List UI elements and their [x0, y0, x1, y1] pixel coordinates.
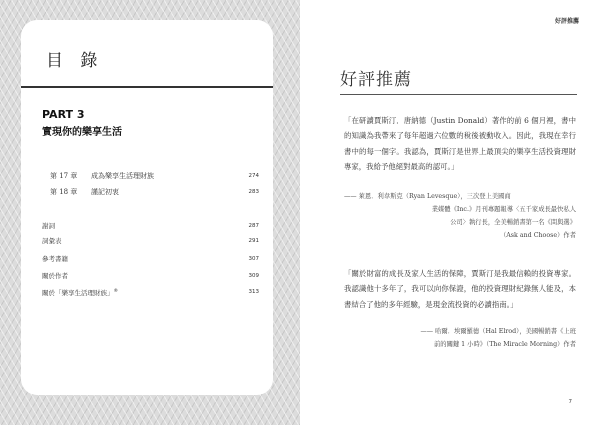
entry-label: 關於作者	[42, 272, 68, 280]
endorsement-attribution-2: —— 哈爾．埃爾羅德（Hal Elrod），美國暢銷書《上班 前的關鍵 1 小時》（The Miracle Morning）作者	[420, 328, 576, 348]
entry-label: 關於「樂享生活理財族」®	[42, 289, 118, 298]
toc-title: 目 錄	[46, 51, 104, 71]
entry-label: 參考書籍	[42, 255, 68, 263]
endorsement-quote-2: 「關於財富的成長及家人生活的保障，賈斯汀是我最信賴的投資專家。我認識他十多年了，我可以向你保證，他的投資理財紀錄無人能及，本書結合了他的多年經驗，是現金流投資的必讀指南。」	[344, 269, 576, 309]
entry-label: 詞彙表	[42, 237, 62, 245]
toc-entry-references[interactable]	[42, 253, 259, 265]
toc-divider	[21, 86, 273, 88]
entry-page: 307	[248, 256, 259, 262]
toc-entry-glossary[interactable]	[42, 235, 259, 247]
running-head: 好評推薦	[554, 18, 579, 25]
toc-card	[21, 20, 273, 395]
right-page	[300, 0, 600, 425]
toc-chapter-17[interactable]	[42, 170, 259, 182]
toc-entry-about-community[interactable]	[42, 286, 259, 298]
chapter-title: 成為樂享生活理財族	[91, 172, 154, 180]
part-label: PART 3	[42, 108, 85, 121]
chapter-title: 謹記初衷	[91, 188, 119, 196]
entry-page: 291	[248, 238, 259, 244]
section-title: 好評推薦	[340, 70, 412, 90]
page-number: 7	[568, 399, 572, 405]
toc-chapter-18[interactable]	[42, 186, 259, 198]
endorsement-attribution-1: —— 萊恩．利韋斯克（Ryan Levesque），三次登上美國商 業媒體《Inc.》月刊專題報導〈五千家成長最快私人 公司〉執行長，全美暢銷書第一名《問與選》 （Ask and Choose）作者	[344, 193, 576, 239]
part-title: 實現你的樂享生活	[42, 127, 122, 138]
entry-page: 313	[248, 289, 259, 295]
toc-entry-acknowledgements[interactable]	[42, 220, 259, 232]
toc-entry-about-author[interactable]	[42, 270, 259, 282]
chapter-number: 第 17 章	[50, 172, 78, 180]
chapter-page: 283	[248, 189, 259, 195]
section-divider	[340, 94, 577, 95]
endorsement-quote-1: 「在研讀賈斯汀．唐納德（Justin Donald）著作的前 6 個月裡，書中的知識為我帶來了每年超過六位數的稅後被動收入。因此，我現在幸行書中的每一個字。我認為，賈斯汀是世界上最頂尖的樂享生活投資理財專家，我給予他絕對最高的認可。」	[344, 116, 576, 171]
chapter-page: 274	[248, 173, 259, 179]
entry-page: 287	[248, 223, 259, 229]
entry-page: 309	[248, 273, 259, 279]
chapter-number: 第 18 章	[50, 188, 78, 196]
entry-label: 謝詞	[42, 222, 55, 230]
registered-mark: ®	[113, 289, 118, 294]
